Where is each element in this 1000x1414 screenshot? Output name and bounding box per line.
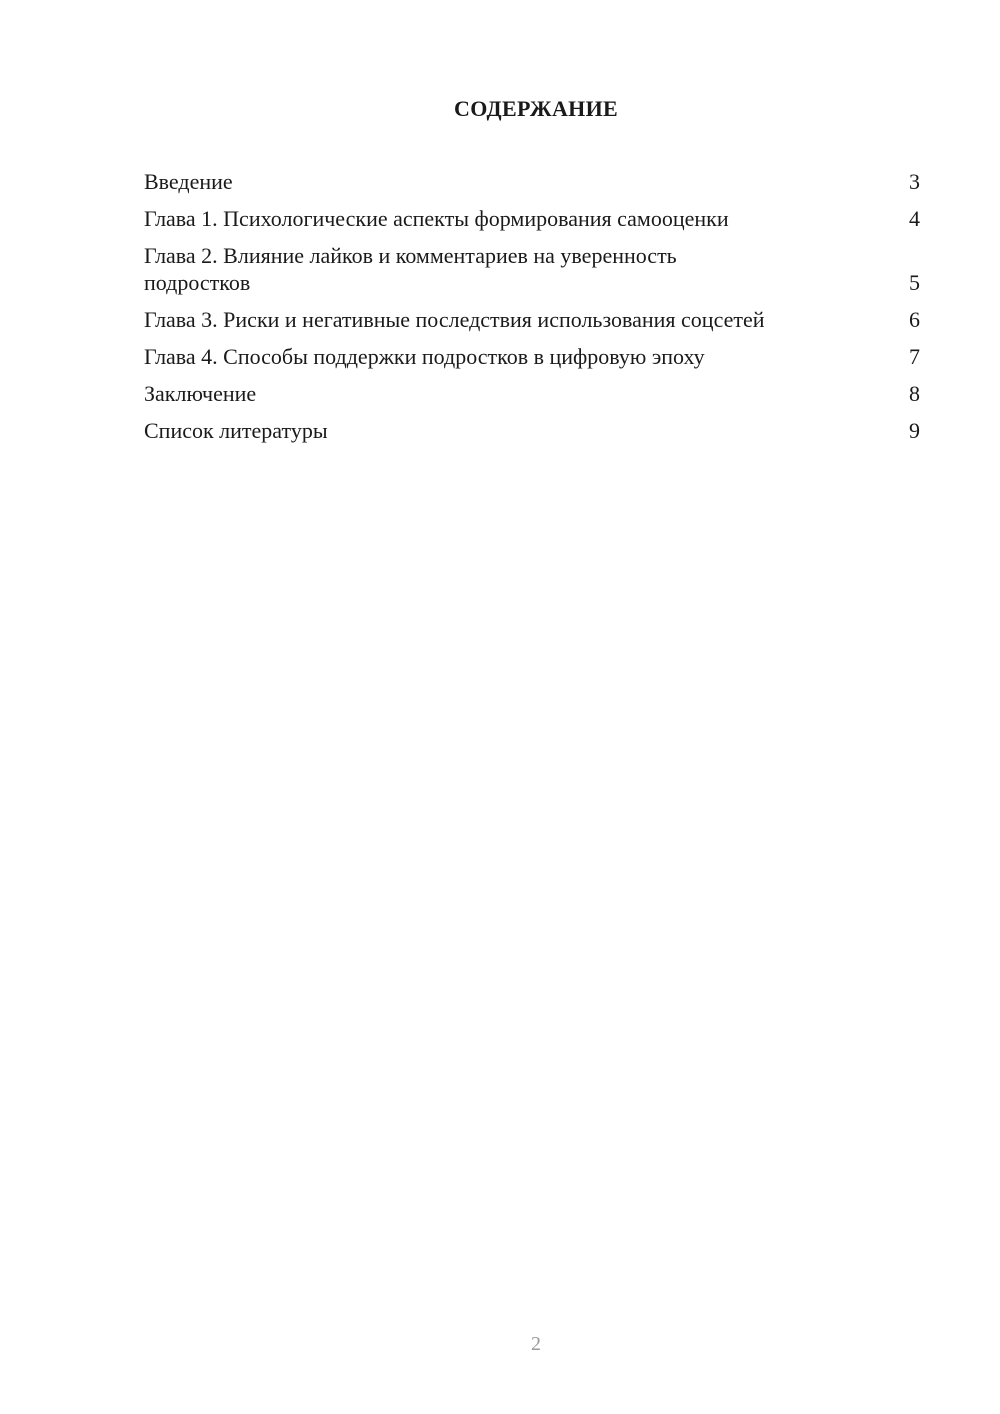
toc-entry-text: Глава 2. Влияние лайков и комментариев на уверенность подростков [144,243,677,295]
toc-entry-text: Глава 4. Способы поддержки подростков в цифровую эпоху [144,344,705,369]
toc-title: СОДЕРЖАНИЕ [454,96,618,121]
toc-entry-page: 7 [909,344,920,369]
toc-entry-chapter-1[interactable] [144,205,920,232]
toc-entry-text: Глава 3. Риски и негативные последствия использования соцсетей [144,307,765,332]
toc-entry-page: 3 [909,169,920,194]
toc-entry-chapter-2[interactable] [144,242,920,296]
toc-entry-page: 8 [909,381,920,406]
toc-entry-introduction[interactable] [144,168,920,195]
toc-entry-chapter-3[interactable] [144,306,920,333]
toc-entry-conclusion[interactable] [144,380,920,407]
toc-entry-text: Заключение [144,381,257,406]
toc-entry-text: Введение [144,169,233,194]
toc-entry-chapter-4[interactable] [144,343,920,370]
toc-entry-text: Список литературы [144,418,328,443]
toc-entry-page: 6 [909,307,920,332]
toc-entry-references[interactable] [144,417,920,444]
toc-entry-page: 5 [909,270,920,295]
toc-entry-text: Глава 1. Психологические аспекты формирования самооценки [144,206,729,231]
toc-entry-page: 4 [909,206,920,231]
page-number: 2 [531,1333,541,1355]
toc-list [144,168,920,454]
toc-entry-page: 9 [909,418,920,443]
